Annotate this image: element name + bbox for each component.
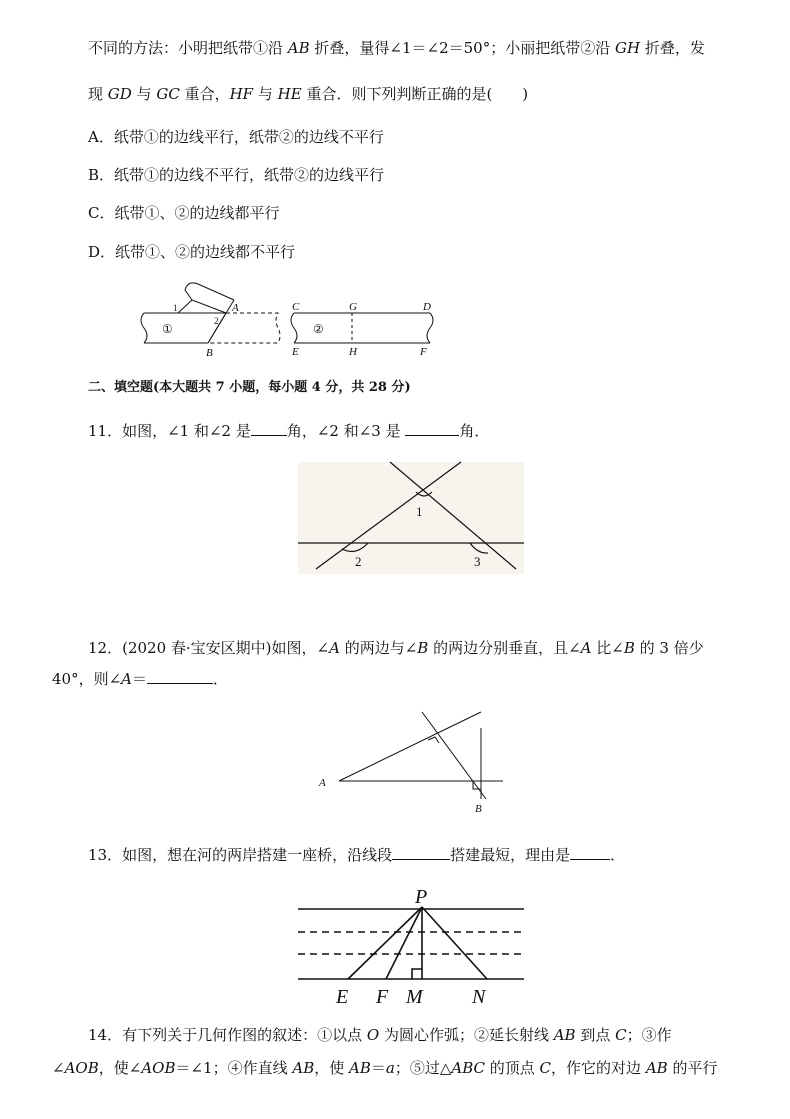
blank — [570, 845, 610, 860]
var: A — [580, 639, 592, 657]
text: 搭建最短，理由是 — [450, 846, 571, 864]
var: AB — [553, 1026, 576, 1044]
text: 角，∠2 和∠3 是 — [286, 422, 406, 440]
label-2: 2 — [214, 316, 219, 326]
blank — [392, 845, 450, 860]
var: A — [121, 670, 132, 688]
text: ，使 — [314, 1059, 349, 1077]
var: A — [329, 639, 340, 657]
text: 比∠ — [591, 639, 624, 657]
text: 40°，则∠ — [52, 670, 122, 688]
var: O — [366, 1026, 380, 1044]
q11-figure — [298, 462, 524, 574]
var: AOB — [64, 1059, 99, 1077]
label-E: E — [292, 346, 299, 358]
text: ；③作 — [626, 1026, 672, 1044]
text: 不同的方法：小明把纸带①沿 — [88, 39, 288, 57]
text: 12．(2020 春·宝安区期中)如图，∠ — [88, 639, 330, 657]
text: ＝ — [132, 670, 148, 688]
text: 为圆心作弧；②延长射线 — [379, 1026, 554, 1044]
text: ． — [213, 670, 229, 688]
q13-stem — [88, 845, 625, 865]
text: 角． — [459, 422, 490, 440]
blank — [147, 669, 213, 684]
q10-option-d: D．纸带①、②的边线都不平行 — [88, 243, 296, 261]
label-E: E — [336, 986, 349, 1008]
label-F: F — [376, 986, 389, 1008]
var: GC — [156, 85, 180, 103]
text: 的平行 — [667, 1059, 718, 1077]
label-M: M — [406, 986, 423, 1008]
text: 重合．则下列判断正确的是( ) — [301, 85, 529, 103]
var: AB — [287, 39, 310, 57]
text: ；⑤过△ — [394, 1059, 452, 1077]
text: ，使∠ — [98, 1059, 142, 1077]
label-C: C — [292, 301, 300, 313]
text: 与 — [253, 85, 278, 103]
text: 的 3 倍少 — [634, 639, 704, 657]
var: GH — [615, 39, 641, 57]
label-G: G — [349, 301, 357, 313]
label-B: B — [206, 347, 213, 359]
label-D: D — [423, 301, 431, 313]
q12-figure — [315, 708, 515, 818]
q14-stem-line1 — [88, 1025, 672, 1045]
label-F: F — [420, 346, 427, 358]
q10-stem-line1 — [88, 38, 705, 58]
text: 11．如图，∠1 和∠2 是 — [88, 422, 251, 440]
blank — [251, 421, 287, 436]
q10-option-c: C．纸带①、②的边线都平行 — [88, 204, 280, 222]
var: GD — [107, 85, 132, 103]
text: 14．有下列关于几何作图的叙述：①以点 — [88, 1026, 367, 1044]
text: ∠ — [52, 1059, 65, 1077]
q10-figure — [130, 280, 450, 360]
label-H: H — [349, 346, 357, 358]
q12-stem-line2 — [52, 669, 228, 689]
var: C — [539, 1059, 552, 1077]
text: 的两边分别垂直，且∠ — [428, 639, 581, 657]
q13-figure — [298, 882, 528, 1010]
text: ． — [610, 846, 626, 864]
q10-option-a: A．纸带①的边线平行，纸带②的边线不平行 — [88, 128, 384, 146]
label-strip2: ② — [313, 322, 324, 336]
var: HF — [229, 85, 254, 103]
var: ABC — [451, 1059, 485, 1077]
var: AB — [349, 1059, 371, 1077]
var: C — [615, 1026, 627, 1044]
label-B: B — [475, 803, 482, 815]
var: HE — [277, 85, 302, 103]
label-P: P — [415, 886, 428, 908]
var: AB — [645, 1059, 668, 1077]
text: 折叠，发 — [640, 39, 705, 57]
text: 与 — [131, 85, 157, 103]
text: ，作它的对边 — [551, 1059, 646, 1077]
blank — [405, 421, 459, 436]
section-title: 二、填空题(本大题共 7 小题，每小题 4 分，共 28 分) — [88, 380, 411, 395]
label-2: 2 — [355, 554, 362, 569]
var: AB — [292, 1059, 315, 1077]
label-1: 1 — [173, 303, 178, 313]
label-A: A — [232, 302, 239, 314]
text: 现 — [88, 85, 108, 103]
text: ＝∠1；④作直线 — [175, 1059, 293, 1077]
text: 的顶点 — [485, 1059, 540, 1077]
var: B — [417, 639, 429, 657]
text: ＝ — [370, 1059, 386, 1077]
text: 13．如图，想在河的两岸搭建一座桥，沿线段 — [88, 846, 393, 864]
label-strip1: ① — [162, 322, 173, 336]
label-1: 1 — [416, 504, 423, 519]
label-3: 3 — [474, 554, 481, 569]
var: B — [623, 639, 635, 657]
q12-stem-line1 — [88, 638, 704, 658]
q14-stem-line2 — [52, 1058, 717, 1078]
var: AOB — [141, 1059, 176, 1077]
var: a — [385, 1059, 395, 1077]
q10-option-b: B．纸带①的边线不平行，纸带②的边线平行 — [88, 166, 385, 184]
text: 到点 — [575, 1026, 616, 1044]
q10-stem-line2 — [88, 84, 528, 104]
text: 重合， — [179, 85, 230, 103]
text: 折叠，量得∠1＝∠2＝50°；小丽把纸带②沿 — [309, 39, 615, 57]
q11-stem — [88, 421, 489, 441]
text: 的两边与∠ — [339, 639, 418, 657]
label-N: N — [472, 986, 486, 1008]
label-A: A — [319, 777, 326, 789]
